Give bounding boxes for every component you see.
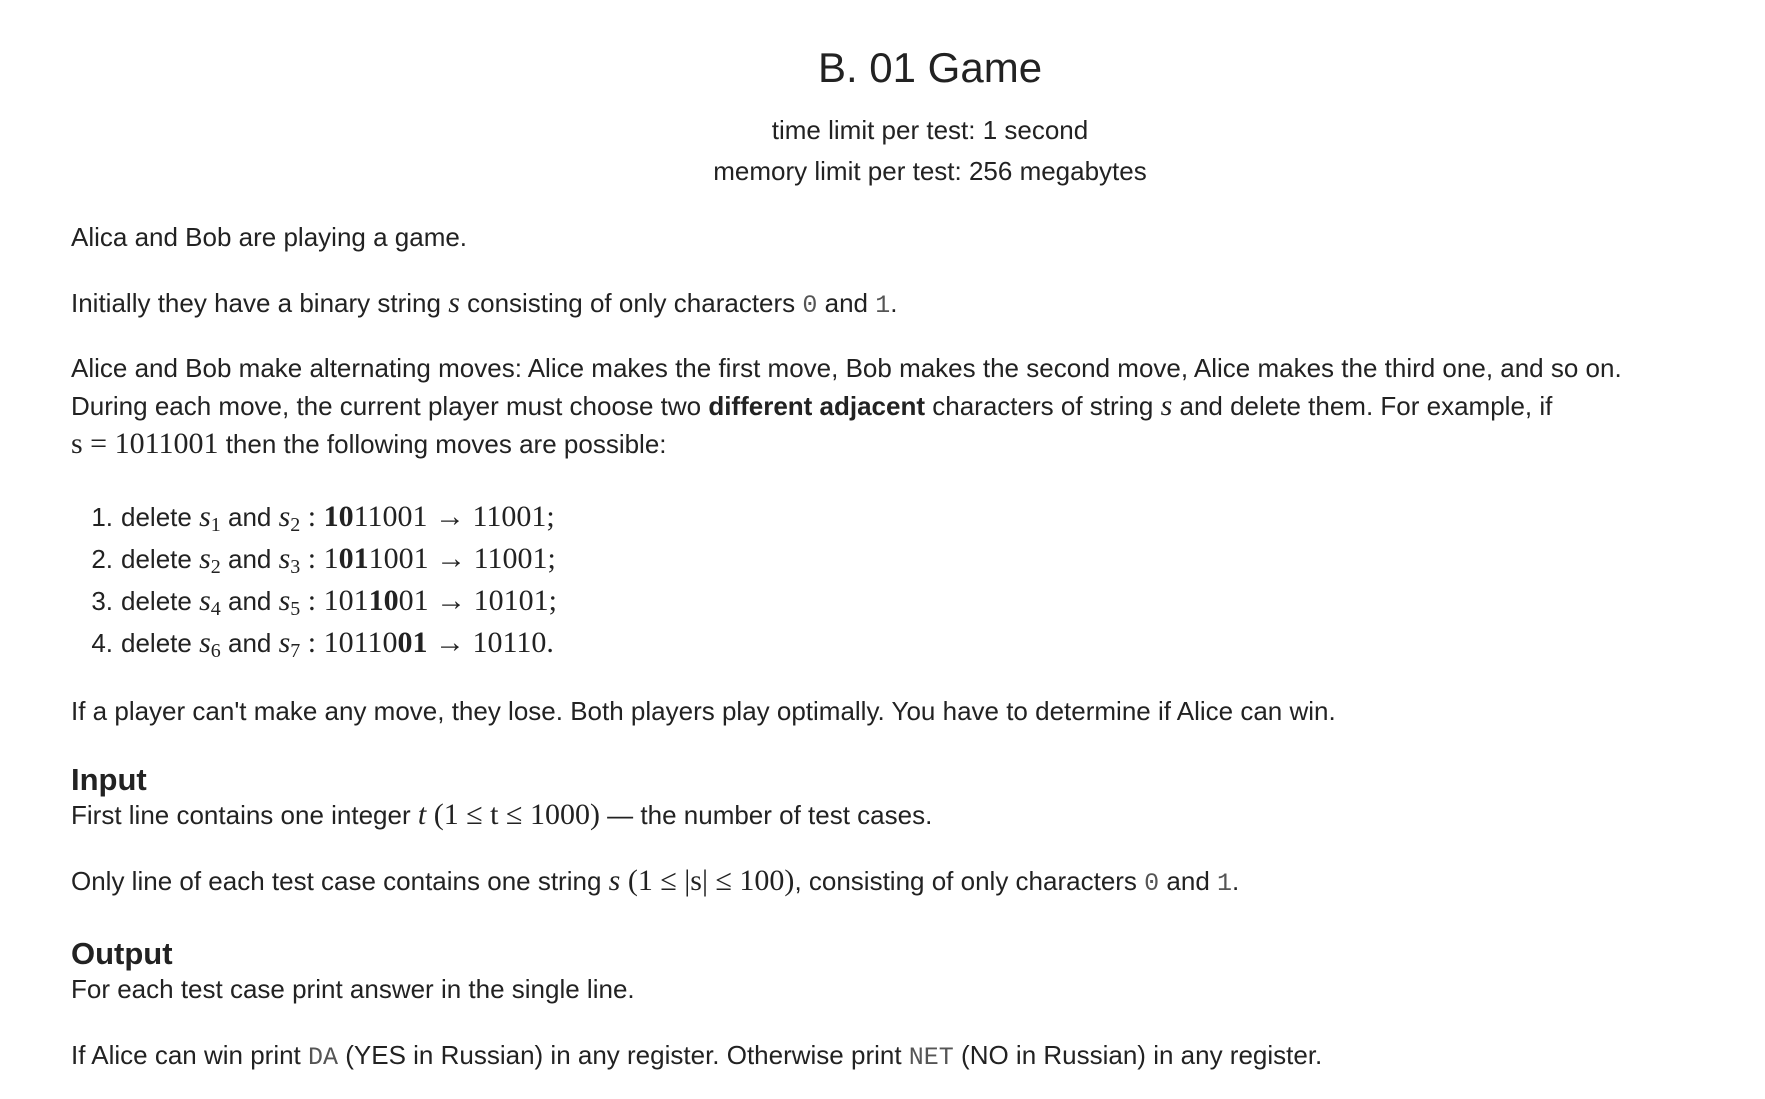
output-heading: Output [71,936,173,971]
code-one: 1 [875,291,891,320]
input-heading: Input [71,762,147,797]
statement-paragraph-1: Alica and Bob are playing a game. [71,222,468,252]
arrow-icon: → [428,584,474,617]
rules-line-1: Alice and Bob make alternating moves: Alice makes the first move, Bob makes the second move, Alice makes the third one, and so on. [71,353,1622,383]
code-net: NET [908,1043,954,1072]
arrow-icon: → [428,542,474,575]
rules-line-2: During each move, the current player must choose two different adjacent characters of string s and delete them. For example, if [71,389,1553,422]
moves-list [71,496,557,664]
time-limit: time limit per test: 1 second [771,115,1089,145]
list-item: 2. delete $s_2$ and $s_3$ : 1011001 → 11001; [91,542,556,578]
output-line-2: If Alice can win print DA (YES in Russian) in any register. Otherwise print NET (NO in Russian) in any register. [71,1040,1323,1072]
code-zero: 0 [802,291,818,320]
var-s: s [448,286,460,319]
input-line-1: First line contains one integer t (1 ≤ t ≤ 1000) — the number of test cases. [71,798,933,831]
output-line-1: For each test case print answer in the single line. [71,974,635,1004]
statement-paragraph-4: If a player can't make any move, they lose. Both players play optimally. You have to determine if Alice can win. [71,696,1336,726]
statement-paragraph-3 [71,350,1622,463]
code-da: DA [308,1043,339,1072]
rules-line-3: s = 1011001 then the following moves are possible: [71,427,667,460]
example-string: s = 1011001 [71,427,219,460]
problem-title: B. 01 Game [817,44,1043,91]
memory-limit: memory limit per test: 256 megabytes [713,156,1147,186]
arrow-icon: → [427,500,473,533]
input-line-2: Only line of each test case contains one string s (1 ≤ |s| ≤ 100), consisting of only characters 0 and 1. [71,864,1240,898]
arrow-icon: → [427,626,473,659]
list-item: 4. delete $s_6$ and $s_7$ : 1011001 → 10110. [91,626,554,662]
statement-paragraph-2: Initially they have a binary string s consisting of only characters 0 and 1. [71,286,898,320]
emphasis-different-adjacent: different adjacent [708,391,926,421]
list-item: 1. delete $s_1$ and $s_2$ : 1011001 → 11001; [91,500,555,536]
list-item: 3. delete $s_4$ and $s_5$ : 1011001 → 10101; [91,584,557,620]
